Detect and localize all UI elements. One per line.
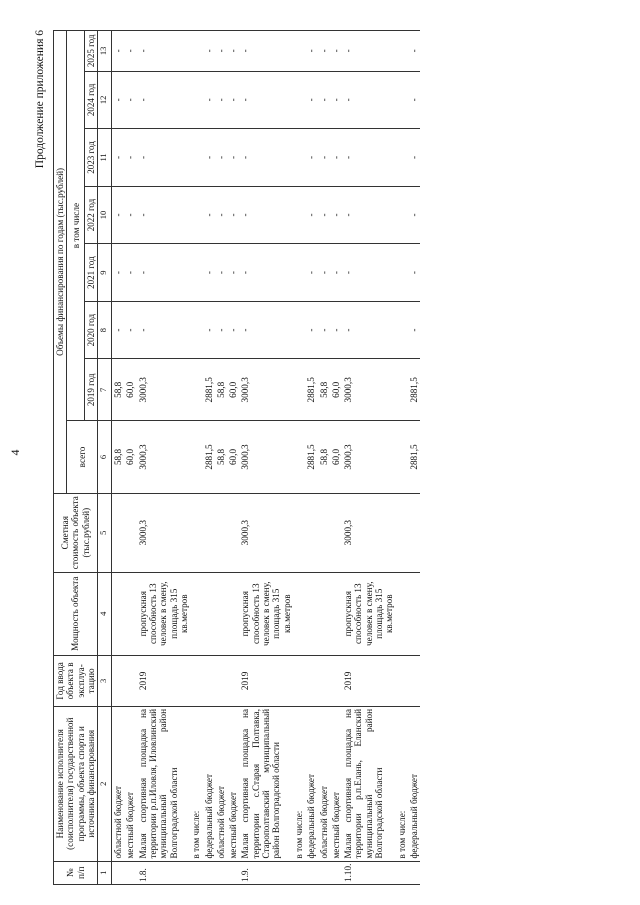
row-value: - (112, 244, 125, 302)
table-row (124, 31, 136, 885)
row-year (305, 655, 317, 706)
row-cost (227, 493, 239, 572)
column-number: 9 (98, 244, 112, 302)
row-value: - (318, 301, 330, 359)
row-value: - (305, 129, 317, 187)
column-number: 11 (98, 129, 112, 187)
row-value: - (330, 31, 342, 72)
table-row (305, 31, 317, 885)
table-row (342, 31, 395, 885)
row-value (293, 31, 305, 72)
row-capacity (124, 572, 136, 655)
row-capacity (408, 572, 420, 655)
row-capacity (112, 572, 125, 655)
row-value (396, 244, 408, 302)
table-row (293, 31, 305, 885)
row-value (190, 186, 202, 244)
row-value: - (112, 301, 125, 359)
table-body (112, 31, 421, 885)
row-cost (408, 493, 420, 572)
row-number (293, 861, 305, 884)
table-row (190, 31, 202, 885)
row-name: Малая спортивная площадка на территории с.Старая Полтавка, Старополтавский муниципальный район Волгоградской области (239, 706, 292, 861)
row-value: - (305, 31, 317, 72)
header-year-4: 2023 год (85, 129, 98, 187)
row-year (408, 655, 420, 706)
column-number: 13 (98, 31, 112, 72)
row-value: - (239, 244, 292, 302)
row-value: - (239, 71, 292, 129)
row-value: 58,8 (318, 359, 330, 421)
row-number (396, 861, 408, 884)
row-value (396, 186, 408, 244)
row-name: в том числе: (293, 706, 305, 861)
row-value (396, 301, 408, 359)
table-row (408, 31, 420, 885)
row-cost (305, 493, 317, 572)
row-capacity (293, 572, 305, 655)
row-capacity: пропускная способность 13 человек в смену, площадь 315 кв.метров (342, 572, 395, 655)
row-value: 60,0 (227, 421, 239, 493)
row-value: - (215, 186, 227, 244)
table-row (239, 31, 292, 885)
row-value (293, 421, 305, 493)
row-value: - (408, 301, 420, 359)
row-value: - (342, 186, 395, 244)
row-number (124, 861, 136, 884)
row-value: - (318, 129, 330, 187)
row-capacity (190, 572, 202, 655)
column-number: 1 (98, 861, 112, 884)
row-capacity: пропускная способность 13 человек в смену, площадь 315 кв.метров (239, 572, 292, 655)
row-value: - (408, 186, 420, 244)
header-year: Год ввода объекта в эксплуа-тацию (54, 655, 98, 706)
row-value: 2881,5 (305, 421, 317, 493)
row-cost (396, 493, 408, 572)
row-value: - (124, 244, 136, 302)
column-number: 6 (98, 421, 112, 493)
row-value: 58,8 (112, 359, 125, 421)
row-year (203, 655, 215, 706)
row-value: - (408, 71, 420, 129)
row-value: 3000,3 (342, 359, 395, 421)
row-value: 3000,3 (239, 359, 292, 421)
row-value: - (305, 244, 317, 302)
row-value: - (137, 186, 190, 244)
row-value (396, 71, 408, 129)
row-year: 2019 (342, 655, 395, 706)
page-number: 4 (8, 449, 22, 456)
row-value: - (342, 301, 395, 359)
row-number (190, 861, 202, 884)
row-value: - (203, 129, 215, 187)
row-value: 2881,5 (203, 359, 215, 421)
row-value: - (215, 31, 227, 72)
header-total: всего (67, 421, 98, 493)
row-year: 2019 (137, 655, 190, 706)
row-value: - (215, 301, 227, 359)
header-year-3: 2022 год (85, 186, 98, 244)
row-value: - (318, 71, 330, 129)
row-year (396, 655, 408, 706)
column-number: 7 (98, 359, 112, 421)
row-name: федеральный бюджет (305, 706, 317, 861)
row-capacity (203, 572, 215, 655)
header-cost: Сметная стоимость объекта (тыс.рублей) (54, 493, 98, 572)
row-value (190, 244, 202, 302)
column-number: 5 (98, 493, 112, 572)
row-value: 58,8 (215, 421, 227, 493)
row-value: 2881,5 (305, 359, 317, 421)
table-row (215, 31, 227, 885)
row-number (227, 861, 239, 884)
row-capacity: пропускная способность 13 человек в смену, площадь 315 кв.метров (137, 572, 190, 655)
row-value: 60,0 (330, 421, 342, 493)
row-value: - (227, 71, 239, 129)
row-value: 60,0 (330, 359, 342, 421)
column-number: 12 (98, 71, 112, 129)
row-value: - (408, 31, 420, 72)
row-name: Малая спортивная площадка на территории р.п.Елань, Еланский муниципальный район Волгоградской области (342, 706, 395, 861)
row-value (396, 31, 408, 72)
row-value: - (330, 301, 342, 359)
row-value: - (227, 129, 239, 187)
row-cost (215, 493, 227, 572)
row-value: - (215, 244, 227, 302)
row-value: - (305, 301, 317, 359)
row-value: - (330, 129, 342, 187)
row-value: - (112, 129, 125, 187)
row-year (318, 655, 330, 706)
row-cost (190, 493, 202, 572)
row-value: - (330, 186, 342, 244)
row-value: - (137, 129, 190, 187)
row-value: - (342, 244, 395, 302)
column-number: 4 (98, 572, 112, 655)
row-cost (112, 493, 125, 572)
table-row (318, 31, 330, 885)
row-value: - (137, 71, 190, 129)
header-funding: Объемы финансирования по годам (тыс.рублей) (54, 31, 67, 494)
row-value: - (305, 186, 317, 244)
row-value: - (124, 301, 136, 359)
row-cost (330, 493, 342, 572)
row-name: федеральный бюджет (203, 706, 215, 861)
row-value: 3000,3 (137, 359, 190, 421)
row-name: Малая спортивная площадка на территории р.п.Иловля, Иловлинский муниципальный район Волгоградской области (137, 706, 190, 861)
row-value: 60,0 (227, 359, 239, 421)
header-capacity: Мощность объекта (54, 572, 98, 655)
header-year-5: 2024 год (85, 71, 98, 129)
row-value: - (330, 71, 342, 129)
row-value (293, 186, 305, 244)
row-value: - (203, 301, 215, 359)
row-name: местный бюджет (124, 706, 136, 861)
row-value: - (124, 186, 136, 244)
row-value (293, 301, 305, 359)
header-year-2: 2021 год (85, 244, 98, 302)
row-cost: 3000,3 (342, 493, 395, 572)
row-value (190, 359, 202, 421)
row-value: - (137, 301, 190, 359)
row-value (190, 421, 202, 493)
column-number: 8 (98, 301, 112, 359)
row-value: 58,8 (318, 421, 330, 493)
row-capacity (215, 572, 227, 655)
row-value: - (112, 31, 125, 72)
row-value: 3000,3 (137, 421, 190, 493)
row-value: - (227, 31, 239, 72)
row-name: местный бюджет (330, 706, 342, 861)
row-year (293, 655, 305, 706)
table-row (227, 31, 239, 885)
column-number: 10 (98, 186, 112, 244)
table-row (203, 31, 215, 885)
row-value (396, 129, 408, 187)
row-number: 1.10. (342, 861, 395, 884)
row-year (227, 655, 239, 706)
row-number (318, 861, 330, 884)
column-number: 3 (98, 655, 112, 706)
row-value: - (227, 301, 239, 359)
row-year (215, 655, 227, 706)
table-row (330, 31, 342, 885)
row-value: - (408, 129, 420, 187)
row-name: в том числе: (190, 706, 202, 861)
table-row (137, 31, 190, 885)
row-value: 2881,5 (408, 359, 420, 421)
row-cost (318, 493, 330, 572)
row-year (124, 655, 136, 706)
row-value (293, 359, 305, 421)
row-value (190, 31, 202, 72)
row-name: областной бюджет (112, 706, 125, 861)
table-row (112, 31, 125, 885)
row-capacity (318, 572, 330, 655)
row-number (215, 861, 227, 884)
row-value: - (124, 31, 136, 72)
row-capacity (227, 572, 239, 655)
row-capacity (330, 572, 342, 655)
row-cost (124, 493, 136, 572)
row-number: 1.9. (239, 861, 292, 884)
row-value: 60,0 (124, 359, 136, 421)
row-value (293, 129, 305, 187)
row-value: 60,0 (124, 421, 136, 493)
row-value (396, 359, 408, 421)
header-incl: в том числе (67, 31, 85, 421)
row-value: - (305, 71, 317, 129)
row-value: 3000,3 (342, 421, 395, 493)
appendix-label: Продолжение приложения 6 (34, 30, 46, 169)
row-value: - (124, 71, 136, 129)
row-value: - (239, 31, 292, 72)
financing-table (53, 30, 420, 885)
row-name: в том числе: (396, 706, 408, 861)
column-number: 2 (98, 706, 112, 861)
row-value: - (203, 71, 215, 129)
row-name: областной бюджет (318, 706, 330, 861)
column-numbers-row (98, 31, 112, 885)
row-year (112, 655, 125, 706)
row-value: - (318, 244, 330, 302)
header-year-6: 2025 год (85, 31, 98, 72)
row-name: областной бюджет (215, 706, 227, 861)
row-value: - (239, 129, 292, 187)
row-value: - (342, 129, 395, 187)
row-year (190, 655, 202, 706)
row-value: - (137, 244, 190, 302)
row-cost (293, 493, 305, 572)
row-year (330, 655, 342, 706)
row-value: - (342, 71, 395, 129)
row-value: - (227, 186, 239, 244)
table-row (396, 31, 408, 885)
row-name: местный бюджет (227, 706, 239, 861)
row-value: - (239, 301, 292, 359)
row-value (190, 301, 202, 359)
row-value: - (318, 31, 330, 72)
row-capacity (396, 572, 408, 655)
row-value: - (318, 186, 330, 244)
row-value: 58,8 (112, 421, 125, 493)
row-number (305, 861, 317, 884)
row-value: - (239, 186, 292, 244)
row-value: - (203, 31, 215, 72)
row-value: - (203, 244, 215, 302)
row-number (112, 861, 125, 884)
row-value: - (124, 129, 136, 187)
row-number (330, 861, 342, 884)
row-year: 2019 (239, 655, 292, 706)
row-value: - (330, 244, 342, 302)
row-value: - (227, 244, 239, 302)
row-capacity (305, 572, 317, 655)
header-year-1: 2020 год (85, 301, 98, 359)
row-number (408, 861, 420, 884)
row-value: - (408, 244, 420, 302)
row-value: 3000,3 (239, 421, 292, 493)
row-value: 58,8 (215, 359, 227, 421)
header-year-0: 2019 год (85, 359, 98, 421)
row-value (293, 71, 305, 129)
row-value: - (112, 186, 125, 244)
row-value: - (342, 31, 395, 72)
row-value (190, 71, 202, 129)
row-value: - (203, 186, 215, 244)
row-number (203, 861, 215, 884)
row-cost (203, 493, 215, 572)
row-value: - (215, 71, 227, 129)
row-value: - (137, 31, 190, 72)
row-number: 1.8. (137, 861, 190, 884)
row-value: - (215, 129, 227, 187)
row-value (190, 129, 202, 187)
header-name: Наименование исполнителя (соисполнителя) государственной программы, объекта спорта и источника финансирования (54, 706, 98, 861)
row-value: - (112, 71, 125, 129)
row-value (396, 421, 408, 493)
row-cost: 3000,3 (239, 493, 292, 572)
row-value: 2881,5 (203, 421, 215, 493)
row-name: федеральный бюджет (408, 706, 420, 861)
row-cost: 3000,3 (137, 493, 190, 572)
header-num: № п/п (54, 861, 98, 884)
row-value: 2881,5 (408, 421, 420, 493)
row-value (293, 244, 305, 302)
